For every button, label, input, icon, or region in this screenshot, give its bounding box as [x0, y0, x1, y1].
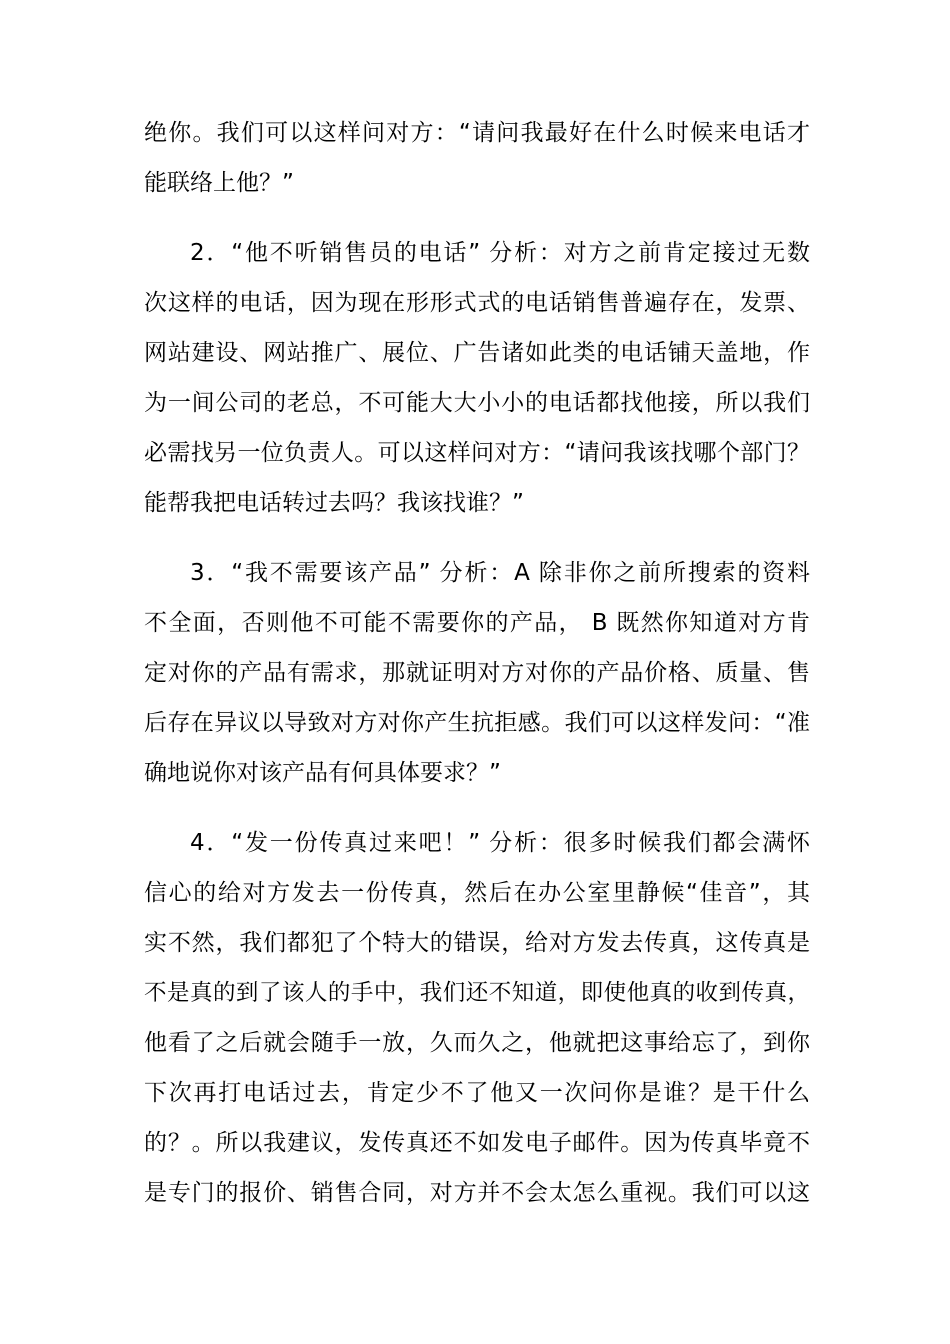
paragraph-3 — [144, 548, 810, 798]
paragraph-line: 确地说你对该产品有何具体要求？” — [144, 760, 501, 786]
paragraph-4 — [144, 818, 810, 1218]
paragraph-1 — [144, 108, 810, 208]
paragraph-line: 能联络上他？” — [144, 170, 294, 196]
paragraph-line: 下次再打电话过去，肯定少不了他又一次问你是谁？是干什么 — [144, 1080, 810, 1106]
paragraph-line: 是专门的报价、销售合同，对方并不会太怎么重视。我们可以这 — [144, 1180, 810, 1206]
paragraph-line: 信心的给对方发去一份传真，然后在办公室里静候“佳音”，其 — [144, 880, 810, 906]
paragraph-line: 他看了之后就会随手一放，久而久之，他就把这事给忘了，到你 — [144, 1030, 810, 1056]
paragraph-line: 网站建设、网站推广、展位、广告诸如此类的电话铺天盖地，作 — [144, 340, 810, 366]
paragraph-line: 4．“发一份传真过来吧！” 分析：很多时候我们都会满怀 — [190, 830, 810, 856]
paragraph-line: 次这样的电话，因为现在形形式式的电话销售普遍存在，发票、 — [144, 290, 810, 316]
paragraph-line: 不全面，否则他不可能不需要你的产品， B 既然你知道对方肯 — [144, 610, 810, 636]
paragraph-line: 必需找另一位负责人。可以这样问对方：“请问我该找哪个部门？ — [144, 440, 810, 466]
paragraph-line: 3．“我不需要该产品” 分析：A 除非你之前所搜索的资料 — [190, 560, 810, 586]
paragraph-line: 为一间公司的老总，不可能大大小小的电话都找他接，所以我们 — [144, 390, 810, 416]
paragraph-line: 能帮我把电话转过去吗？我该找谁？” — [144, 490, 524, 516]
paragraph-line: 不是真的到了该人的手中，我们还不知道，即使他真的收到传真， — [144, 980, 810, 1006]
paragraph-line: 2．“他不听销售员的电话” 分析：对方之前肯定接过无数 — [190, 240, 810, 266]
paragraph-line: 后存在异议以导致对方对你产生抗拒感。我们可以这样发问：“准 — [144, 710, 810, 736]
paragraph-line: 的？。所以我建议，发传真还不如发电子邮件。因为传真毕竟不 — [144, 1130, 810, 1156]
paragraph-line: 定对你的产品有需求，那就证明对方对你的产品价格、质量、售 — [144, 660, 810, 686]
paragraph-line: 实不然，我们都犯了个特大的错误，给对方发去传真，这传真是 — [144, 930, 810, 956]
paragraph-2 — [144, 228, 810, 528]
paragraph-line: 绝你。我们可以这样问对方：“请问我最好在什么时候来电话才 — [144, 120, 810, 146]
